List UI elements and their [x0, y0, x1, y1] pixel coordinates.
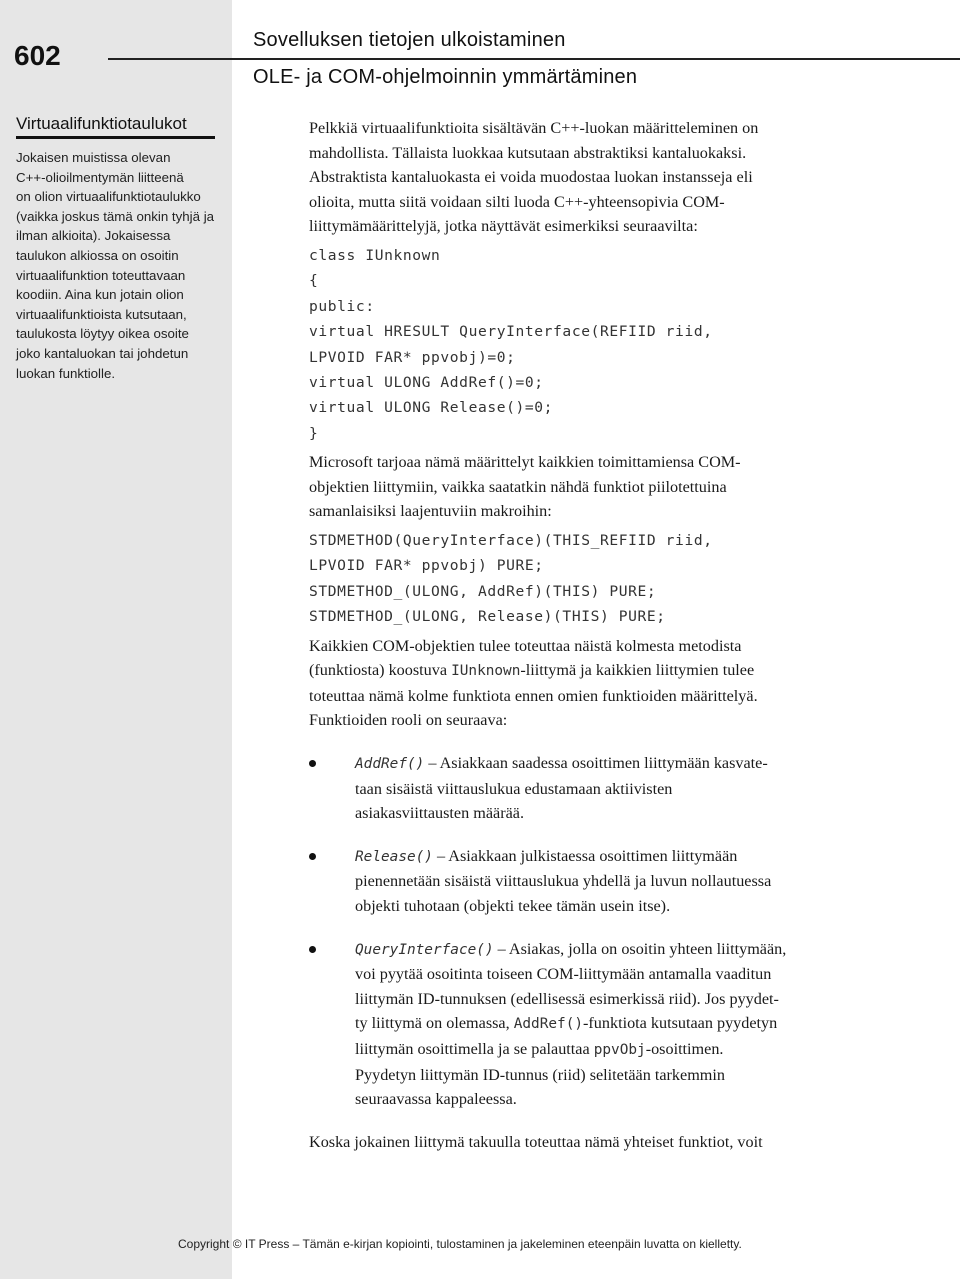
- sidebar-line: ilman alkioita). Jokaisessa: [16, 228, 171, 244]
- text-line: mahdollista. Tällaista luokkaa kutsutaan abstraktiksi kantaluokaksi.: [309, 143, 747, 162]
- text-line: Abstraktista kantaluokasta ei voida muodostaa luokan instansseja eli: [309, 168, 753, 187]
- code-line: public:: [309, 297, 375, 315]
- text-line: liittymämäärittelyjä, jotka näyttävät esimerkiksi seuraavilta:: [309, 217, 698, 236]
- chapter-title: Sovelluksen tietojen ulkoistaminen: [253, 29, 566, 51]
- text-line: seuraavassa kappaleessa.: [355, 1090, 517, 1109]
- code-line: LPVOID FAR* ppvobj) PURE;: [309, 557, 544, 575]
- paragraph-methods: [309, 634, 874, 733]
- text-line: toteuttaa nämä kolme funktiota ennen omien funktioiden määrittelyä.: [309, 686, 758, 705]
- code-line: {: [309, 272, 319, 290]
- sidebar-line: taulukosta löytyy oikea osoite: [16, 326, 189, 342]
- inline-code: AddRef(): [513, 1016, 584, 1033]
- sidebar-line: luokan funktiolle.: [16, 365, 116, 381]
- text-line: Pyydetyn liittymän ID-tunnus (riid) selitetään tarkemmin: [355, 1065, 725, 1084]
- text-line: taan sisäistä viittauslukua edustamaan aktiivisten: [355, 779, 673, 798]
- text-line: Pelkkiä virtuaalifunktioita sisältävän C++-luokan määritteleminen on: [309, 119, 759, 137]
- list-item-addref: AddRef() – Asiakkaan saadessa osoittimen liittymään kasvate- taan sisäistä viittauslukua edustamaan aktiivisten asiakasviittausten määrää.: [309, 751, 874, 826]
- bullet-icon: [309, 760, 316, 767]
- inline-code: Release(): [355, 848, 433, 865]
- code-line: }: [309, 424, 319, 442]
- text-line: asiakasviittausten määrää.: [355, 804, 524, 823]
- sidebar-title: Virtuaalifunktiotaulukot: [16, 114, 187, 133]
- list-item-release: Release() – Asiakkaan julkistaessa osoittimen liittymään pienennetään sisäistä viittauslukua yhdellä ja luvun nollautuessa objekti tuhotaan (objekti tekee tämän usein itse).: [309, 844, 874, 919]
- inline-code: IUnknown: [451, 663, 521, 680]
- paragraph-intro: [309, 116, 874, 239]
- text-line: Funktioiden rooli on seuraava:: [309, 711, 508, 730]
- page-number: 602: [14, 40, 61, 71]
- text-line: samanlaisiksi laajentuviin makroihin:: [309, 502, 552, 521]
- sidebar-note: [16, 148, 221, 383]
- sidebar-line: on olion virtuaalifunktiotaulukko: [16, 189, 201, 205]
- text-line: voi pyytää osoitinta toiseen COM-liittymään antamalla vaaditun: [355, 965, 772, 984]
- text-line: liittymän ID-tunnuksen (edellisessä esimerkissä riid). Jos pyydet-: [355, 989, 779, 1008]
- header-rule: [108, 58, 960, 60]
- paragraph-closing: [309, 1130, 874, 1155]
- code-block-iunknown: [309, 243, 874, 446]
- section-title: OLE- ja COM-ohjelmoinnin ymmärtäminen: [253, 66, 638, 88]
- method-list: [309, 751, 874, 1112]
- inline-code: ppvObj: [593, 1041, 646, 1058]
- sidebar-line: virtuaalifunktioista kutsutaan,: [16, 306, 187, 322]
- text-line: Koska jokainen liittymä takuulla toteuttaa nämä yhteiset funktiot, voit: [309, 1132, 763, 1151]
- code-line: STDMETHOD(QueryInterface)(THIS_REFIID riid,: [309, 532, 713, 549]
- sidebar-line: (vaikka joskus tämä onkin tyhjä ja: [16, 208, 215, 224]
- text-line: Kaikkien COM-objektien tulee toteuttaa näistä kolmesta metodista: [309, 636, 742, 655]
- text-line: ty liittymä on olemassa, AddRef()-funktiota kutsutaan pyydetyn: [355, 1014, 778, 1033]
- text-line: olioita, mutta siitä voidaan silti luoda C++-yhteensopivia COM-: [309, 192, 725, 211]
- code-block-stdmethod: [309, 528, 874, 630]
- text-line: objekti tuhotaan (objekti tekee tämän usein itse).: [355, 896, 671, 915]
- text-line: Microsoft tarjoaa nämä määrittelyt kaikkien toimittamiensa COM-: [309, 453, 741, 472]
- code-line: virtual ULONG Release()=0;: [309, 399, 554, 417]
- inline-code: AddRef(): [355, 756, 425, 772]
- code-line: class IUnknown: [309, 246, 441, 264]
- code-line: STDMETHOD_(ULONG, AddRef)(THIS) PURE;: [309, 582, 657, 600]
- sidebar-line: Jokaisen muistissa olevan: [16, 150, 171, 165]
- sidebar-line: koodiin. Aina kun jotain olion: [16, 287, 184, 303]
- text-line: (funktiosta) koostuva IUnknown-liittymä ja kaikkien liittymien tulee: [309, 661, 755, 680]
- list-item-queryinterface: QueryInterface() – Asiakas, jolla on osoitin yhteen liittymään, voi pyytää osoitinta toiseen COM-liittymään antamalla vaaditun liittymän ID-tunnuksen (edellisessä esimerkissä riid). Jos pyydet- ty liittymä on olemassa, AddRef()-funktiota kutsutaan pyydetyn liittymän osoittimella ja se palauttaa ppvObj-osoittimen. Pyydetyn liittymän ID-tunnus (riid) selitetään tarkemmin seuraavassa kappaleessa.: [309, 937, 874, 1112]
- copyright-notice: Copyright © IT Press – Tämän e-kirjan kopiointi, tulostaminen ja jakeleminen eteenpäin luvatta on kielletty.: [178, 1237, 742, 1251]
- sidebar-line: taulukon alkiossa on osoitin: [16, 247, 179, 263]
- code-line: virtual HRESULT QueryInterface(REFIID riid,: [309, 323, 713, 341]
- sidebar-line: C++-olioilmentymän liitteenä: [16, 169, 184, 185]
- code-line: STDMETHOD_(ULONG, Release)(THIS) PURE;: [309, 608, 666, 626]
- text-line: pienennetään sisäistä viittauslukua yhdellä ja luvun nollautuessa: [355, 872, 772, 891]
- bullet-icon: [309, 853, 316, 860]
- text-line: liittymän osoittimella ja se palauttaa ppvObj-osoittimen.: [355, 1039, 724, 1058]
- sidebar-rule: [16, 136, 215, 139]
- sidebar-line: virtuaalifunktion toteuttavaan: [16, 267, 186, 283]
- code-line: virtual ULONG AddRef()=0;: [309, 374, 544, 391]
- sidebar-line: joko kantaluokan tai johdetun: [16, 345, 189, 361]
- code-line: LPVOID FAR* ppvobj)=0;: [309, 348, 516, 366]
- text-line: objektien liittymiin, vaikka saatatkin nähdä funktiot piilotettuina: [309, 477, 727, 496]
- paragraph-macros: [309, 450, 874, 524]
- main-content: [309, 116, 874, 1154]
- inline-code: QueryInterface(): [355, 941, 494, 958]
- bullet-icon: [309, 946, 316, 953]
